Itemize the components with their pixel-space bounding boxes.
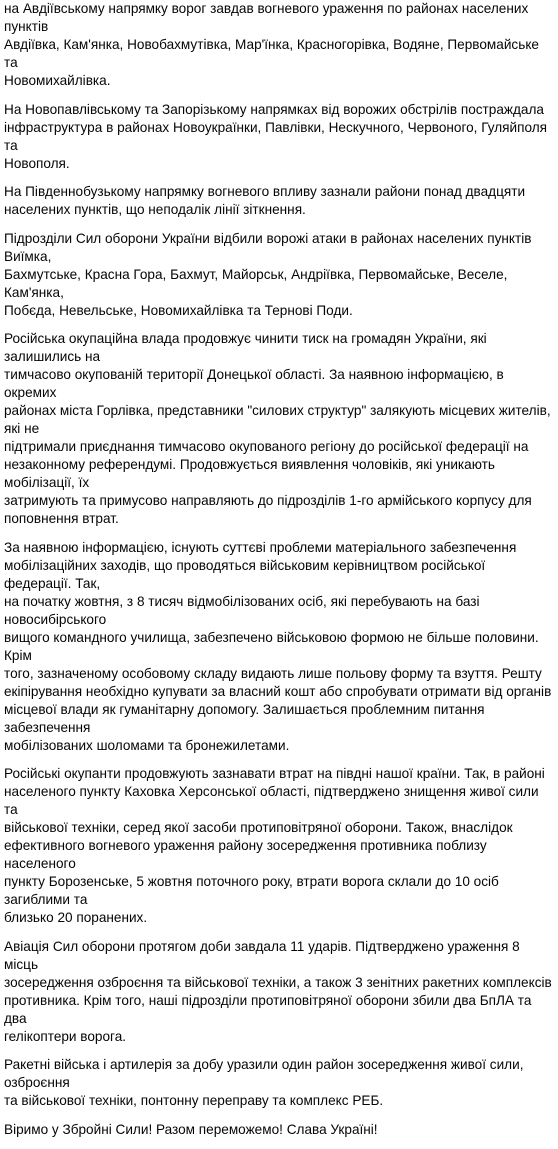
paragraph-aviation-strikes: Авіація Сил оборони протягом доби завдала 11 ударів. Підтверджено ураження 8 місць зосередження озброєння та військової техніки, а також 3 зенітних ракетних комплексів противника. Крім того, наші підрозділи протиповітряної оборони збили два БпЛА та два гелікоптери ворога. <box>4 938 552 1044</box>
post-body <box>4 0 552 1149</box>
paragraph-missile-artillery: Ракетні війська і артилерія за добу уразили один район зосередження живої сили, озброєння та військової техніки, понтонну переправу та комплекс РЕБ. <box>4 1057 524 1108</box>
paragraph-avdiivka-direction: на Авдіївському напрямку ворог завдав вогневого ураження по районах населених пунктів Авдіївка, Кам'янка, Новобахмутівка, Мар'їнка, Красногорівка, Водяне, Первомайське та Новомихайлівка. <box>4 1 539 88</box>
paragraph-repelled-attacks: Підрозділи Сил оборони України відбили ворожі атаки в районах населених пунктів Виїмка, Бахмутське, Красна Гора, Бахмут, Майорськ, Андріївка, Первомайське, Веселе, Кам'янка, Побєда, Невельське, Новомихайлівка та Тернові Поди. <box>4 230 532 318</box>
paragraph-mobilization-supply-problems: За наявною інформацією, існують суттєві проблеми матеріального забезпечення мобілізаційних заходів, що проводяться військовим керівництвом російської федерації. Так, на початку жовтня, з 8 тисяч відмобілізованих осіб, які перебувають на базі новосибірського вищого командного училища, забезпечено військовою формою не більше половини. Крім того, зазначеному особовому складу видають лише польову форму та взуття. Решту екіпірування необхідно купувати за власний кошт або спробувати отримати від органів місцевої влади як гуманітарну допомогу. Залишається проблемним питання забезпечення мобілізованих шоломами та бронежилетами. <box>4 539 552 753</box>
paragraph-south-losses: Російські окупанти продовжують зазнавати втрат на півдні нашої країни. Так, в районі населеного пункту Каховка Херсонської області, підтверджено знищення живої сили та військової техніки, серед якої засоби протиповітряної оборони. Також, внаслідок ефективного вогневого ураження району зосередження противника поблизу населеного пункту Борозенське, 5 жовтня поточного року, втрати ворога склали до 10 осіб загиблими та близько 20 поранених. <box>4 766 545 925</box>
paragraph-occupation-pressure: Російська окупаційна влада продовжує чинити тиск на громадян України, які залишились на тимчасово окупованій території Донецької області. За наявною інформацією, в окремих районах міста Горлівка, представники "силових структур" залякують місцевих жителів, які не підтримали приєднання тимчасово окупованого регіону до російської федерації на незаконному референдумі. Продовжується виявлення чоловіків, які уникають мобілізації, їх затримують та примусово направляють до підрозділів 1-го армійського корпусу для поповнення втрат. <box>4 331 551 526</box>
paragraph-pivdennobuzkyi-direction: На Південнобузькому напрямку вогневого впливу зазнали райони понад двадцяти населених пунктів, що неподалік лінії зіткнення. <box>4 184 526 217</box>
paragraph-closing-slogan: Віримо у Збройні Сили! Разом переможемо! Слава Україні! <box>4 1121 378 1137</box>
paragraph-novopavlivka-zaporizhzhia-directions: На Новопавлівському та Запорізькому напрямках від ворожих обстрілів постраждала інфраструктура в районах Новоукраїнки, Павлівки, Нескучного, Червоного, Гуляйполя та Новополя. <box>4 101 547 171</box>
